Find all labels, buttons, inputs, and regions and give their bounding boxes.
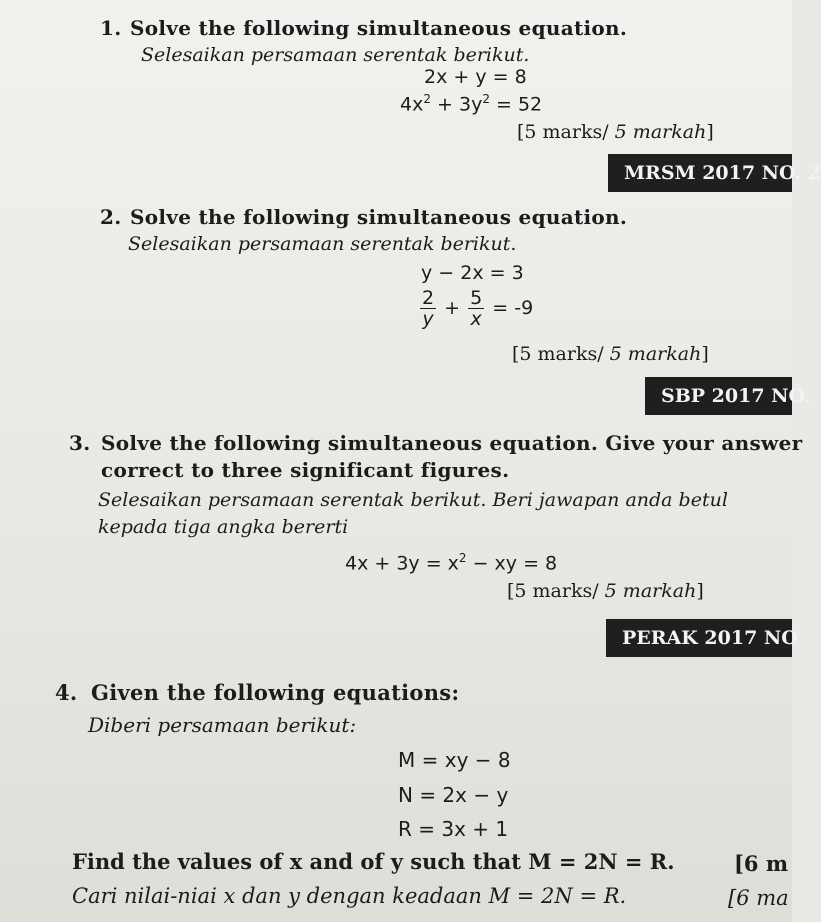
q3-malay-line-1: Selesaikan persamaan serentak berikut. Beri jawapan anda betul [98,489,728,511]
q1-eq2-sup-b: 2 [482,92,490,106]
q2-frac1-den: y [422,308,434,330]
q1-eq2-sup-a: 2 [423,92,431,106]
q2-fraction-1 [420,288,436,329]
q4-equation-3: R = 3x + 1 [398,817,509,841]
q4-number: 4. [55,680,78,705]
q2-marks-en: [5 marks/ [512,343,610,365]
q4-malay: Diberi persamaan berikut: [88,713,357,737]
q3-marks-close: ] [696,580,704,602]
q3-eq-part-b: − xy = 8 [466,552,558,575]
q4-title [55,680,459,705]
q3-title-line-2: correct to three significant figures. [101,458,510,482]
q1-marks-close: ] [706,121,714,143]
q4-equation-2: N = 2x − y [398,783,509,807]
q1-equation-2 [400,92,542,115]
q1-marks-en: [5 marks/ [517,121,615,143]
q2-fraction-2 [468,288,484,329]
q3-marks-en: [5 marks/ [507,580,605,602]
q1-eq2-part-c: = 52 [489,93,543,116]
q2-title [100,205,627,229]
source-label-3: PERAK 2017 NO [606,619,792,657]
q4-equation-1: M = xy − 8 [398,748,511,772]
q4-cari-marks: [6 ma [728,886,789,910]
q1-number: 1. [100,16,122,40]
q1-marks [517,121,714,143]
q4-find-marks: [6 m [734,851,789,876]
q2-frac1-num: 2 [422,287,435,309]
q3-eq-part-a: 4x + 3y = x [345,552,459,575]
q3-malay-line-2: kepada tiga angka bererti [98,516,349,538]
q1-title-text: Solve the following simultaneous equation. [130,16,628,40]
q1-equation-1: 2x + y = 8 [424,66,527,88]
q2-plus: + [444,297,461,319]
q2-marks-close: ] [701,343,709,365]
q4-cari-text: Cari nilai-niai x dan y dengan keadaan M = 2N = R. [72,884,627,908]
q2-marks-malay: 5 markah [609,343,702,365]
q2-frac2-num: 5 [470,287,483,309]
q1-marks-malay: 5 markah [614,121,707,143]
q3-title-text-1: Solve the following simultaneous equation. Give your answer [101,431,803,455]
q3-title-line-1 [69,431,802,455]
q2-equation-1: y − 2x = 3 [421,262,524,284]
q2-number: 2. [100,205,122,229]
q3-equation [345,551,557,574]
q1-eq2-part-a: 4x [400,93,424,116]
q2-malay: Selesaikan persamaan serentak berikut. [128,233,517,255]
q1-eq2-part-b: + 3y [430,93,483,116]
q2-rhs: = -9 [492,297,534,319]
q2-marks [512,343,709,365]
q2-equation-2 [418,288,533,329]
source-label-1: MRSM 2017 NO. 2 [608,154,792,192]
q3-number: 3. [69,431,91,455]
q3-marks [507,580,704,602]
q3-eq-sup: 2 [458,551,467,565]
q4-title-text: Given the following equations: [91,680,460,705]
q4-cari-line [72,884,626,908]
q2-frac2-den: x [470,308,482,330]
q2-title-text: Solve the following simultaneous equation. [130,205,628,229]
source-label-2: SBP 2017 NO. [645,377,792,415]
q4-find-text: Find the values of x and of y such that M = 2N = R. [72,849,675,874]
q1-title [100,16,627,40]
q1-malay: Selesaikan persamaan serentak berikut. [141,44,530,66]
q4-find-line [72,849,675,874]
q3-marks-malay: 5 markah [604,580,697,602]
